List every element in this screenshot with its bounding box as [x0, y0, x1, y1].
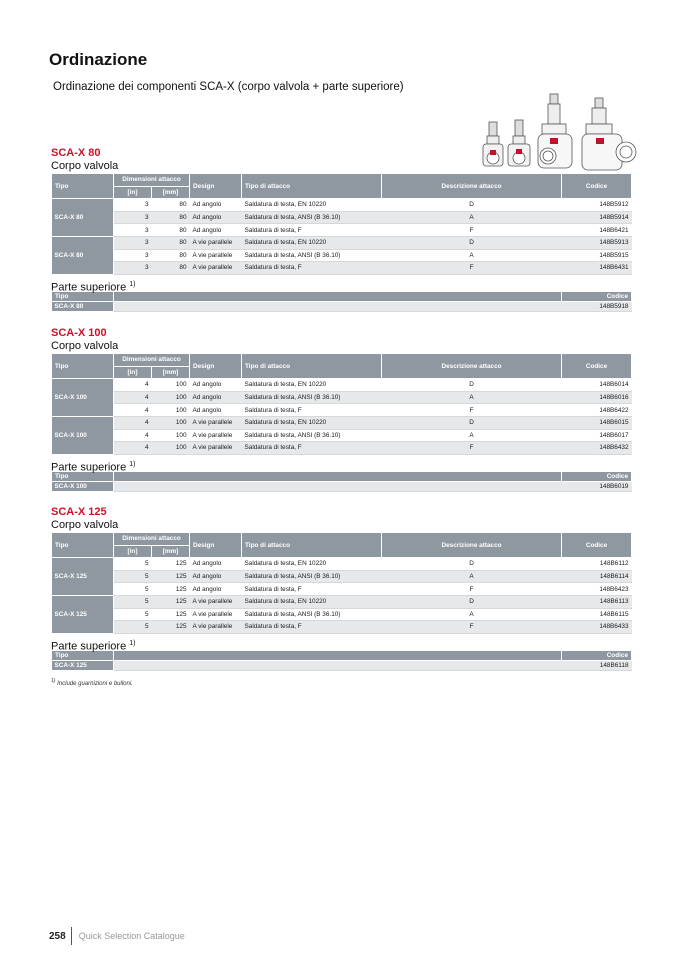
valve-body-table [51, 173, 632, 275]
header-tipo: Tipo [52, 533, 114, 558]
footnote-ref: 1) [129, 639, 136, 647]
design-cell: A vie parallele [190, 442, 242, 455]
design-cell: Ad angolo [190, 570, 242, 583]
size-mm: 125 [152, 570, 190, 583]
description-cell: D [382, 236, 562, 249]
header-descrizione: Descrizione attacco [382, 354, 562, 379]
code-cell: 148B6115 [562, 608, 632, 621]
connection-cell: Saldatura di testa, ANSI (B 36.10) [242, 211, 382, 224]
code-cell: 148B6017 [562, 429, 632, 442]
design-cell: Ad angolo [190, 379, 242, 392]
connection-cell: Saldatura di testa, F [242, 262, 382, 275]
design-cell: Ad angolo [190, 211, 242, 224]
top-part-table [51, 650, 632, 672]
header-tipo_attacco: Tipo di attacco [242, 174, 382, 199]
header-descrizione: Descrizione attacco [382, 533, 562, 558]
table-row [52, 570, 632, 583]
connection-cell: Saldatura di testa, EN 10220 [242, 416, 382, 429]
code-cell: 148B6431 [562, 262, 632, 275]
table-row [52, 608, 632, 621]
size-mm: 80 [152, 211, 190, 224]
page-title: Ordinazione [49, 50, 148, 69]
code-cell: 148B6114 [562, 570, 632, 583]
design-cell: Ad angolo [190, 404, 242, 417]
design-cell: A vie parallele [190, 249, 242, 262]
size-mm: 125 [152, 608, 190, 621]
size-in: 4 [114, 379, 152, 392]
type-cell: SCA-X 125 [52, 595, 114, 633]
description-cell: A [382, 608, 562, 621]
code-cell: 148B5913 [562, 236, 632, 249]
valve-body-table [51, 353, 632, 455]
body-title: Corpo valvola [51, 340, 119, 352]
size-in: 4 [114, 442, 152, 455]
header-dimensioni: Dimensioni attacco [114, 533, 190, 546]
code-cell: 148B6112 [562, 558, 632, 571]
header-codice: Codice [562, 650, 632, 660]
design-cell: A vie parallele [190, 621, 242, 634]
size-mm: 100 [152, 379, 190, 392]
header-dimensioni: Dimensioni attacco [114, 354, 190, 367]
spacer-cell [114, 301, 562, 312]
section-title: SCA-X 100 [51, 327, 107, 339]
code-cell: 148B5914 [562, 211, 632, 224]
code-cell: 148B6113 [562, 595, 632, 608]
description-cell: A [382, 570, 562, 583]
connection-cell: Saldatura di testa, ANSI (B 36.10) [242, 429, 382, 442]
connection-cell: Saldatura di testa, EN 10220 [242, 236, 382, 249]
section-title: SCA-X 125 [51, 506, 107, 518]
type-cell: SCA-X 80 [52, 301, 114, 312]
table-row [52, 429, 632, 442]
size-in: 3 [114, 224, 152, 237]
table-row [52, 224, 632, 237]
code-cell: 148B6016 [562, 391, 632, 404]
top-part-label: Parte superiore [51, 461, 130, 474]
design-cell: Ad angolo [190, 583, 242, 596]
header-spacer [114, 471, 562, 481]
footnote-marker: 1) [51, 678, 56, 684]
size-mm: 125 [152, 583, 190, 596]
header-in: [in] [114, 186, 152, 199]
header-descrizione: Descrizione attacco [382, 174, 562, 199]
type-cell: SCA-X 100 [52, 416, 114, 454]
size-in: 5 [114, 608, 152, 621]
valve-body-table [51, 532, 632, 634]
description-cell: F [382, 262, 562, 275]
body-title: Corpo valvola [51, 160, 119, 172]
connection-cell: Saldatura di testa, ANSI (B 36.10) [242, 249, 382, 262]
table-row [52, 583, 632, 596]
header-spacer [114, 650, 562, 660]
size-in: 5 [114, 621, 152, 634]
description-cell: F [382, 404, 562, 417]
size-mm: 100 [152, 442, 190, 455]
header-spacer [114, 291, 562, 301]
size-mm: 80 [152, 262, 190, 275]
size-mm: 100 [152, 416, 190, 429]
header-dimensioni: Dimensioni attacco [114, 174, 190, 187]
header-codice: Codice [562, 354, 632, 379]
size-mm: 100 [152, 404, 190, 417]
connection-cell: Saldatura di testa, EN 10220 [242, 595, 382, 608]
code-cell: 148B6433 [562, 621, 632, 634]
table-row [52, 199, 632, 212]
size-in: 4 [114, 429, 152, 442]
size-mm: 100 [152, 391, 190, 404]
top-part-table [51, 471, 632, 493]
header-codice: Codice [562, 471, 632, 481]
page-footer [49, 928, 185, 944]
connection-cell: Saldatura di testa, F [242, 442, 382, 455]
table-row [52, 236, 632, 249]
code-cell: 148B6015 [562, 416, 632, 429]
size-in: 3 [114, 262, 152, 275]
table-row [52, 262, 632, 275]
design-cell: A vie parallele [190, 262, 242, 275]
design-cell: A vie parallele [190, 429, 242, 442]
description-cell: D [382, 199, 562, 212]
header-tipo_attacco: Tipo di attacco [242, 354, 382, 379]
code-cell: 148B6423 [562, 583, 632, 596]
table-row [52, 416, 632, 429]
design-cell: Ad angolo [190, 558, 242, 571]
table-row [52, 595, 632, 608]
connection-cell: Saldatura di testa, ANSI (B 36.10) [242, 391, 382, 404]
connection-cell: Saldatura di testa, F [242, 404, 382, 417]
size-in: 5 [114, 583, 152, 596]
table-row [52, 621, 632, 634]
description-cell: F [382, 583, 562, 596]
header-mm: [mm] [152, 366, 190, 379]
table-row [52, 660, 632, 671]
description-cell: A [382, 429, 562, 442]
description-cell: A [382, 211, 562, 224]
type-cell: SCA-X 125 [52, 660, 114, 671]
design-cell: A vie parallele [190, 236, 242, 249]
header-tipo: Tipo [52, 471, 114, 481]
size-in: 3 [114, 236, 152, 249]
footnote [51, 678, 133, 687]
size-mm: 125 [152, 621, 190, 634]
description-cell: A [382, 391, 562, 404]
size-mm: 80 [152, 199, 190, 212]
code-cell: 148B6118 [562, 660, 632, 671]
size-in: 5 [114, 558, 152, 571]
size-mm: 80 [152, 236, 190, 249]
size-in: 5 [114, 570, 152, 583]
header-tipo_attacco: Tipo di attacco [242, 533, 382, 558]
table-row [52, 391, 632, 404]
top-part-title [51, 637, 631, 653]
section-title: SCA-X 80 [51, 147, 101, 159]
type-cell: SCA-X 80 [52, 236, 114, 274]
size-mm: 100 [152, 429, 190, 442]
header-design: Design [190, 354, 242, 379]
size-in: 4 [114, 404, 152, 417]
code-cell: 148B5915 [562, 249, 632, 262]
body-title: Corpo valvola [51, 519, 119, 531]
description-cell: D [382, 558, 562, 571]
table-row [52, 211, 632, 224]
connection-cell: Saldatura di testa, EN 10220 [242, 558, 382, 571]
code-cell: 148B5912 [562, 199, 632, 212]
table-row [52, 442, 632, 455]
spacer-cell [114, 481, 562, 492]
connection-cell: Saldatura di testa, F [242, 224, 382, 237]
size-in: 4 [114, 416, 152, 429]
table-row [52, 249, 632, 262]
connection-cell: Saldatura di testa, F [242, 621, 382, 634]
table-row [52, 558, 632, 571]
design-cell: Ad angolo [190, 224, 242, 237]
code-cell: 148B6014 [562, 379, 632, 392]
top-part-title [51, 278, 631, 294]
description-cell: F [382, 621, 562, 634]
header-in: [in] [114, 545, 152, 558]
size-in: 3 [114, 199, 152, 212]
footnote-ref: 1) [129, 280, 136, 288]
table-row [52, 404, 632, 417]
size-mm: 80 [152, 224, 190, 237]
top-part-label: Parte superiore [51, 281, 130, 294]
code-cell: 148B6019 [562, 481, 632, 492]
type-cell: SCA-X 125 [52, 558, 114, 596]
header-tipo: Tipo [52, 174, 114, 199]
connection-cell: Saldatura di testa, ANSI (B 36.10) [242, 570, 382, 583]
size-in: 5 [114, 595, 152, 608]
page-number: 258 [49, 930, 66, 942]
connection-cell: Saldatura di testa, ANSI (B 36.10) [242, 608, 382, 621]
header-tipo: Tipo [52, 291, 114, 301]
footnote-ref: 1) [129, 460, 136, 468]
code-cell: 148B5918 [562, 301, 632, 312]
table-row [52, 481, 632, 492]
top-part-title [51, 458, 631, 474]
header-codice: Codice [562, 291, 632, 301]
code-cell: 148B6422 [562, 404, 632, 417]
section-3 [51, 505, 631, 671]
code-cell: 148B6432 [562, 442, 632, 455]
catalog-name: Quick Selection Catalogue [78, 931, 185, 941]
header-codice: Codice [562, 174, 632, 199]
table-row [52, 301, 632, 312]
type-cell: SCA-X 100 [52, 379, 114, 417]
description-cell: A [382, 249, 562, 262]
design-cell: A vie parallele [190, 608, 242, 621]
code-cell: 148B6421 [562, 224, 632, 237]
table-row [52, 379, 632, 392]
header-design: Design [190, 174, 242, 199]
header-design: Design [190, 533, 242, 558]
header-tipo: Tipo [52, 354, 114, 379]
header-codice: Codice [562, 533, 632, 558]
section-1 [51, 146, 631, 312]
connection-cell: Saldatura di testa, F [242, 583, 382, 596]
design-cell: Ad angolo [190, 199, 242, 212]
spacer-cell [114, 660, 562, 671]
design-cell: A vie parallele [190, 595, 242, 608]
description-cell: D [382, 379, 562, 392]
size-mm: 80 [152, 249, 190, 262]
description-cell: F [382, 442, 562, 455]
top-part-table [51, 291, 632, 313]
header-mm: [mm] [152, 545, 190, 558]
size-in: 3 [114, 211, 152, 224]
header-in: [in] [114, 366, 152, 379]
footer-divider [71, 927, 72, 945]
design-cell: A vie parallele [190, 416, 242, 429]
connection-cell: Saldatura di testa, EN 10220 [242, 199, 382, 212]
section-2 [51, 326, 631, 492]
size-in: 3 [114, 249, 152, 262]
page-subtitle: Ordinazione dei componenti SCA-X (corpo valvola + parte superiore) [53, 81, 404, 93]
footnote-text: Include guarnizioni e bulloni. [55, 681, 133, 687]
type-cell: SCA-X 100 [52, 481, 114, 492]
top-part-label: Parte superiore [51, 640, 130, 653]
header-tipo: Tipo [52, 650, 114, 660]
description-cell: D [382, 416, 562, 429]
type-cell: SCA-X 80 [52, 199, 114, 237]
description-cell: F [382, 224, 562, 237]
size-mm: 125 [152, 595, 190, 608]
size-mm: 125 [152, 558, 190, 571]
size-in: 4 [114, 391, 152, 404]
description-cell: D [382, 595, 562, 608]
connection-cell: Saldatura di testa, EN 10220 [242, 379, 382, 392]
header-mm: [mm] [152, 186, 190, 199]
design-cell: Ad angolo [190, 391, 242, 404]
